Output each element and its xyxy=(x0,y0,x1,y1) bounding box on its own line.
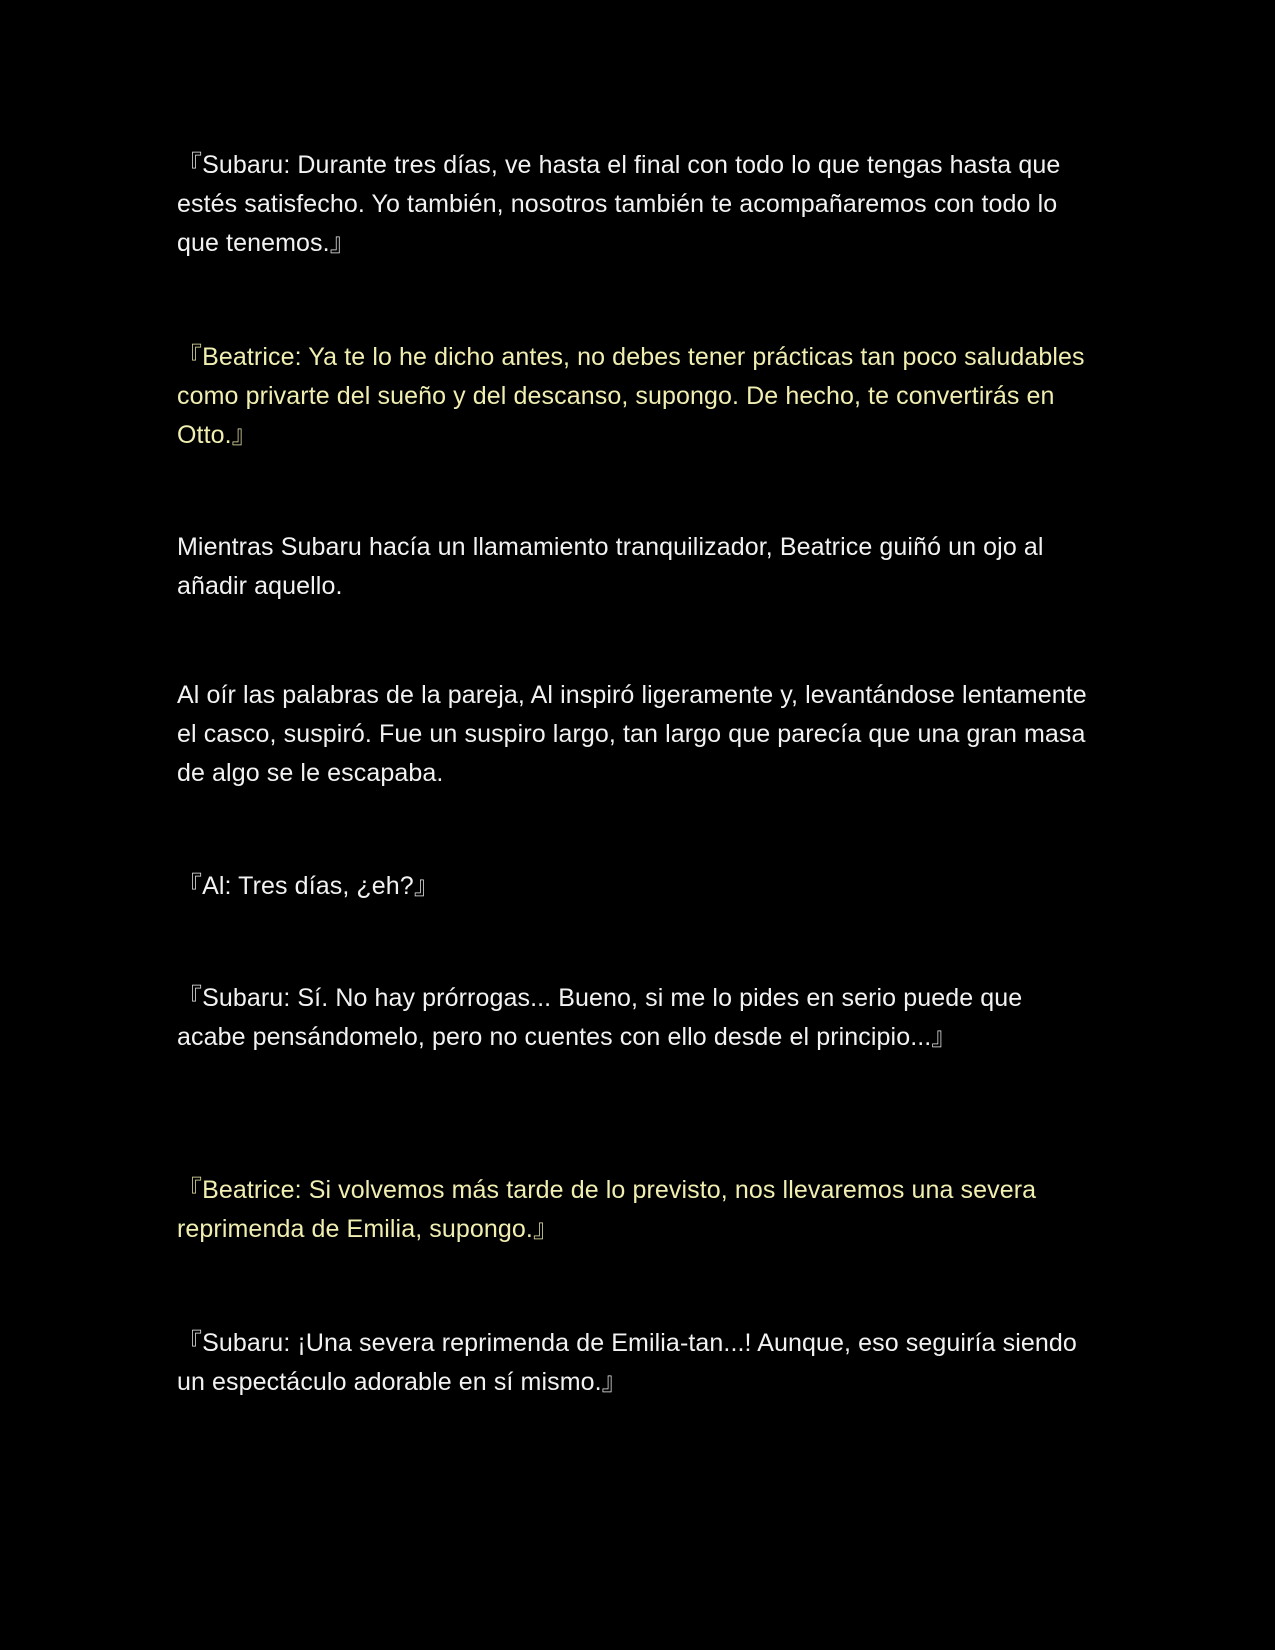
paragraph-subaru-dialogue-3: 『Subaru: ¡Una severa reprimenda de Emilia-tan...! Aunque, eso seguiría siendo un espectáculo adorable en sí mismo.』 xyxy=(177,1329,1077,1396)
paragraph-subaru-dialogue-2: 『Subaru: Sí. No hay prórrogas... Bueno, si me lo pides en serio puede que acabe pensándomelo, pero no cuentes con ello desde el principio...』 xyxy=(177,984,1023,1051)
paragraph-narration-1: Mientras Subaru hacía un llamamiento tranquilizador, Beatrice guiñó un ojo al añadir aquello. xyxy=(177,533,1044,600)
paragraph-al-dialogue-1: 『Al: Tres días, ¿eh?』 xyxy=(177,872,439,900)
paragraph-narration-2: Al oír las palabras de la pareja, Al inspiró ligeramente y, levantándose lentamente el casco, suspiró. Fue un suspiro largo, tan largo que parecía que una gran masa de algo se le escapaba. xyxy=(177,681,1087,787)
paragraph-beatrice-dialogue-2: 『Beatrice: Si volvemos más tarde de lo previsto, nos llevaremos una severa reprimenda de Emilia, supongo.』 xyxy=(177,1176,1037,1243)
paragraph-subaru-dialogue-1: 『Subaru: Durante tres días, ve hasta el final con todo lo que tengas hasta que estés satisfecho. Yo también, nosotros también te acompañaremos con todo lo que tenemos.』 xyxy=(177,151,1061,257)
paragraph-beatrice-dialogue-1: 『Beatrice: Ya te lo he dicho antes, no debes tener prácticas tan poco saludables como privarte del sueño y del descanso, supongo. De hecho, te convertirás en Otto.』 xyxy=(177,343,1085,449)
